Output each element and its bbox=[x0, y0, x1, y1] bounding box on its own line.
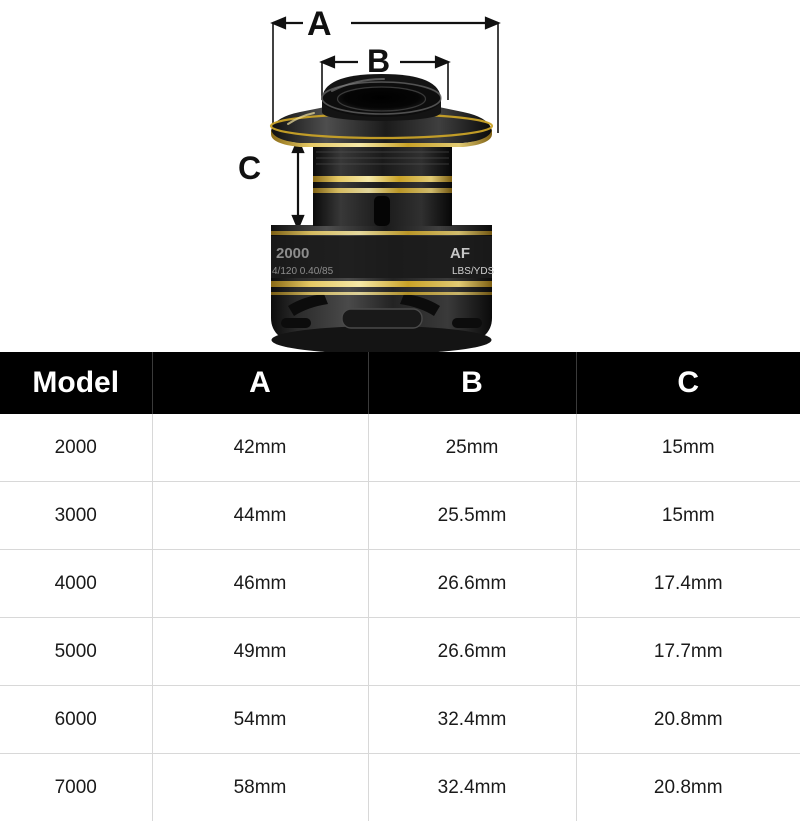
cell-b: 25.5mm bbox=[368, 482, 576, 550]
cell-model: 6000 bbox=[0, 686, 152, 754]
table-row bbox=[0, 414, 800, 482]
dimension-label-a: A bbox=[307, 7, 332, 41]
column-header-c: C bbox=[576, 352, 800, 414]
product-diagram bbox=[0, 0, 800, 352]
cell-a: 58mm bbox=[152, 754, 368, 821]
cell-b: 32.4mm bbox=[368, 754, 576, 821]
cell-c: 20.8mm bbox=[576, 754, 800, 821]
table-row bbox=[0, 482, 800, 550]
cell-c: 20.8mm bbox=[576, 686, 800, 754]
svg-text:2000: 2000 bbox=[276, 245, 309, 262]
dimension-label-c: C bbox=[238, 152, 261, 184]
table-row bbox=[0, 686, 800, 754]
column-header-b: B bbox=[368, 352, 576, 414]
svg-text:4/120 0.40/85: 4/120 0.40/85 bbox=[272, 266, 334, 277]
cell-b: 32.4mm bbox=[368, 686, 576, 754]
svg-text:AF: AF bbox=[450, 245, 470, 262]
cell-a: 46mm bbox=[152, 550, 368, 618]
cell-a: 49mm bbox=[152, 618, 368, 686]
specification-table bbox=[0, 352, 800, 821]
table-row bbox=[0, 618, 800, 686]
cell-c: 15mm bbox=[576, 482, 800, 550]
dimension-label-b: B bbox=[367, 45, 390, 77]
table-row bbox=[0, 754, 800, 821]
cell-b: 25mm bbox=[368, 414, 576, 482]
table-header-row bbox=[0, 352, 800, 414]
cell-model: 3000 bbox=[0, 482, 152, 550]
cell-b: 26.6mm bbox=[368, 550, 576, 618]
cell-a: 44mm bbox=[152, 482, 368, 550]
svg-text:LBS/YDS: LBS/YDS bbox=[452, 266, 495, 277]
cell-a: 54mm bbox=[152, 686, 368, 754]
cell-model: 5000 bbox=[0, 618, 152, 686]
table-row bbox=[0, 550, 800, 618]
cell-a: 42mm bbox=[152, 414, 368, 482]
column-header-a: A bbox=[152, 352, 368, 414]
cell-model: 2000 bbox=[0, 414, 152, 482]
column-header-model: Model bbox=[0, 352, 152, 414]
cell-model: 4000 bbox=[0, 550, 152, 618]
table-body bbox=[0, 414, 800, 821]
cell-model: 7000 bbox=[0, 754, 152, 821]
table-header bbox=[0, 352, 800, 414]
spool-illustration bbox=[0, 0, 800, 352]
cell-b: 26.6mm bbox=[368, 618, 576, 686]
cell-c: 17.4mm bbox=[576, 550, 800, 618]
cell-c: 17.7mm bbox=[576, 618, 800, 686]
cell-c: 15mm bbox=[576, 414, 800, 482]
